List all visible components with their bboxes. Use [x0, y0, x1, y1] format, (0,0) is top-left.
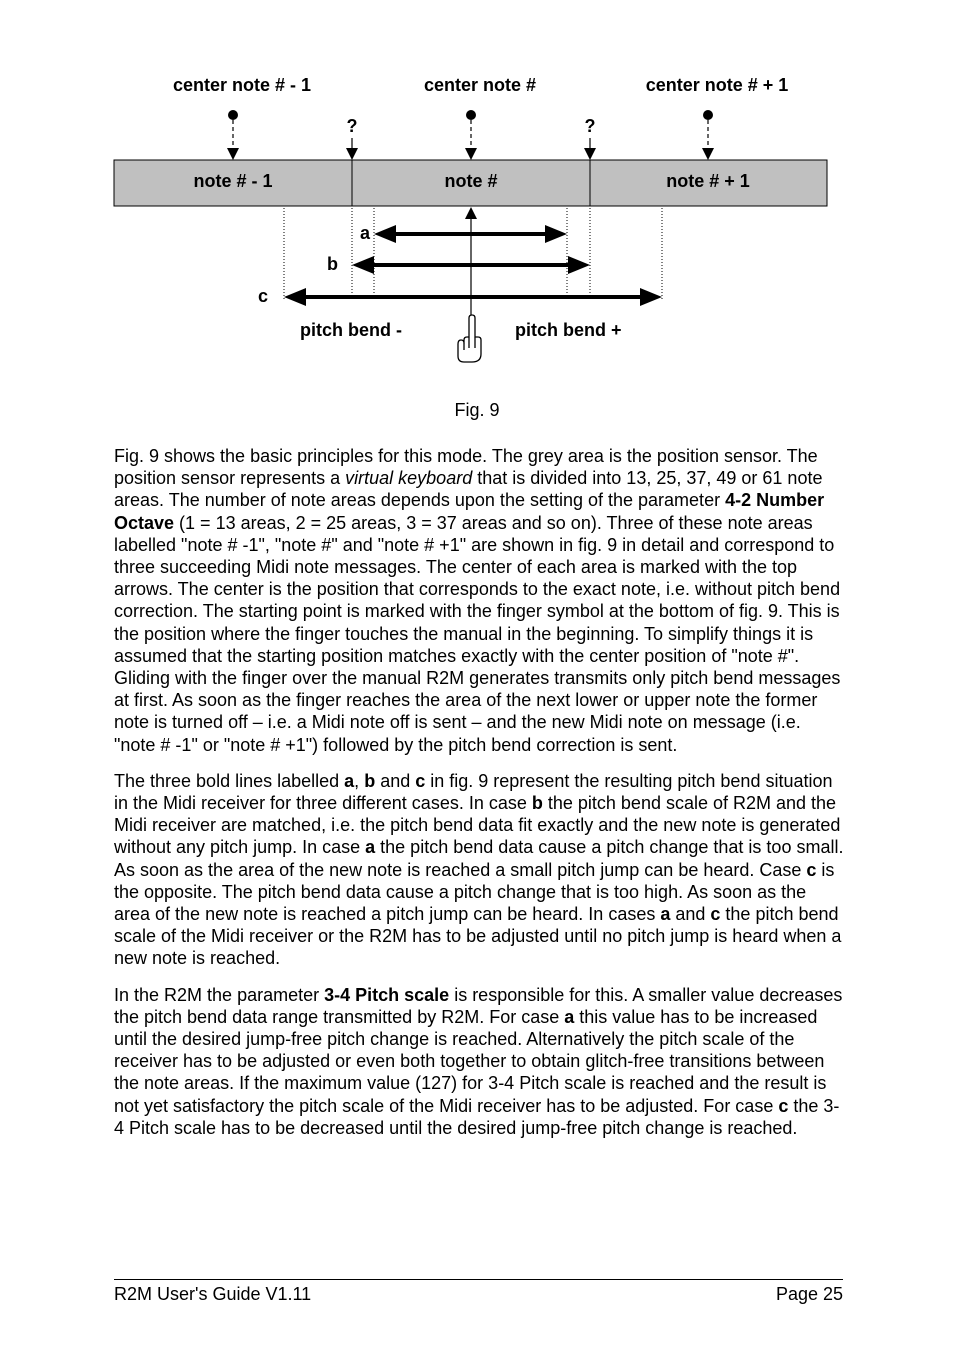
boundary-arrow-right	[584, 138, 596, 160]
pitch-bend-line-c	[284, 288, 662, 306]
body-text	[114, 445, 844, 1153]
text-run: this value has to be increased until the desired jump-free pitch change is reached. Alternatively the pitch scale of the receiver has to be adjusted or even both together to obtain glitch-free transitions between the note areas. If the maximum value (127) for 3-4 Pitch scale is reached and the result is not yet satisfactory the pitch scale of the Midi receiver has to be adjusted. For case	[114, 1006, 827, 1116]
text-run: ,	[354, 770, 365, 791]
text-run: is the opposite. The pitch bend data cause a pitch change that is too high. As soon as the area of the new note is reached a pitch jump can be heard. In cases	[114, 859, 835, 925]
bold-letter: a	[564, 1006, 575, 1027]
bold-letter: b	[364, 770, 376, 791]
bold-parameter: 4-2 Number Octave	[114, 490, 825, 533]
boundary-arrow-left	[346, 138, 358, 160]
guide-lines	[284, 208, 662, 300]
area-note: note #	[444, 171, 498, 191]
pointing-finger-icon	[458, 315, 481, 362]
center-marker-center	[465, 110, 477, 160]
footer-document-title: R2M User's Guide V1.11	[114, 1284, 312, 1304]
text-run: the 3-4 Pitch scale has to be decreased until the desired jump-free pitch change is reached.	[114, 1095, 840, 1138]
paragraph-2	[114, 770, 844, 970]
line-label-a: a	[360, 223, 371, 243]
text-run: in fig. 9 represent the resulting pitch bend situation in the Midi receiver for three different cases. In case	[114, 770, 833, 814]
boundary-mark-left: ?	[346, 116, 358, 136]
line-label-c: c	[258, 286, 269, 306]
label-center-note-plus-1: center note # + 1	[645, 75, 789, 95]
footer-page-number: Page 25	[775, 1284, 843, 1304]
figure-9-diagram	[0, 0, 954, 380]
figure-caption: Fig. 9	[454, 400, 500, 420]
text-run: the pitch bend data cause a pitch change that is too small. As soon as the area of the new note is reached a small pitch jump can be heard. Case	[114, 837, 844, 880]
text-run: the pitch bend scale of R2M and the Midi receiver are matched, i.e. the pitch bend data fit exactly and the new note is generated without any pitch jump. In case	[114, 793, 841, 858]
text-run: Fig. 9 shows the basic principles for this mode. The grey area is the position sensor. The position sensor represents a	[114, 446, 818, 489]
text-run: and	[670, 904, 711, 925]
line-label-b: b	[327, 254, 338, 274]
bold-letter: c	[710, 904, 721, 925]
bold-parameter: 3-4 Pitch scale	[324, 984, 450, 1005]
paragraph-3	[114, 984, 844, 1139]
bold-letter: c	[806, 859, 817, 880]
bold-letter: b	[531, 793, 543, 814]
bold-letter: c	[415, 770, 426, 791]
paragraph-1	[114, 445, 844, 756]
pitch-bend-plus-label: pitch bend +	[515, 320, 622, 340]
italic-term: virtual keyboard	[345, 468, 473, 489]
text-run: is responsible for this. A smaller value decreases the pitch bend data range transmitted by R2M. For case	[114, 984, 843, 1027]
label-center-note: center note #	[423, 75, 537, 95]
boundary-mark-right: ?	[584, 116, 596, 136]
pitch-bend-minus-label: pitch bend -	[300, 320, 402, 340]
area-note-plus-1: note # + 1	[666, 171, 750, 191]
center-marker-right	[702, 110, 714, 160]
text-run: and	[375, 770, 416, 791]
text-run: the pitch bend scale of the Midi receiver or the R2M has to be adjusted until no pitch jump is heard when a new note is reached.	[114, 904, 842, 969]
bold-letter: a	[660, 904, 671, 925]
bold-letter: c	[778, 1095, 789, 1116]
text-run: In the R2M the parameter	[114, 984, 325, 1005]
text-run: The three bold lines labelled	[114, 770, 345, 791]
footer-divider	[114, 1279, 843, 1280]
center-marker-left	[227, 110, 239, 160]
label-center-note-minus-1: center note # - 1	[172, 75, 312, 95]
area-note-minus-1: note # - 1	[193, 171, 273, 191]
text-run: that is divided into 13, 25, 37, 49 or 61 note areas. The number of note areas depends upon the setting of the parameter	[114, 468, 823, 511]
text-run: (1 = 13 areas, 2 = 25 areas, 3 = 37 areas and so on). Three of these note areas labelled "note # -1", "note #" and "note # +1" are shown in fig. 9 in detail and correspond to three succeeding Midi note messages. The center of each area is marked with the top arrows. The center is the position that corresponds to the exact note, i.e. without pitch bend correction. The starting point is marked with the finger symbol at the bottom of fig. 9. This is the position where the finger touches the manual in the beginning. To simplify things it is assumed that the starting position matches exactly with the center position of "note #". Gliding with the finger over the manual R2M generates transmits only pitch bend messages at first. As soon as the finger reaches the area of the next lower or upper note the former note is turned off – i.e. a Midi note off is sent – and the new Midi note on message (i.e. "note # -1" or "note # +1") followed by the pitch bend correction is sent.	[114, 512, 841, 755]
bold-letter: a	[344, 770, 355, 791]
bold-letter: a	[365, 837, 376, 858]
